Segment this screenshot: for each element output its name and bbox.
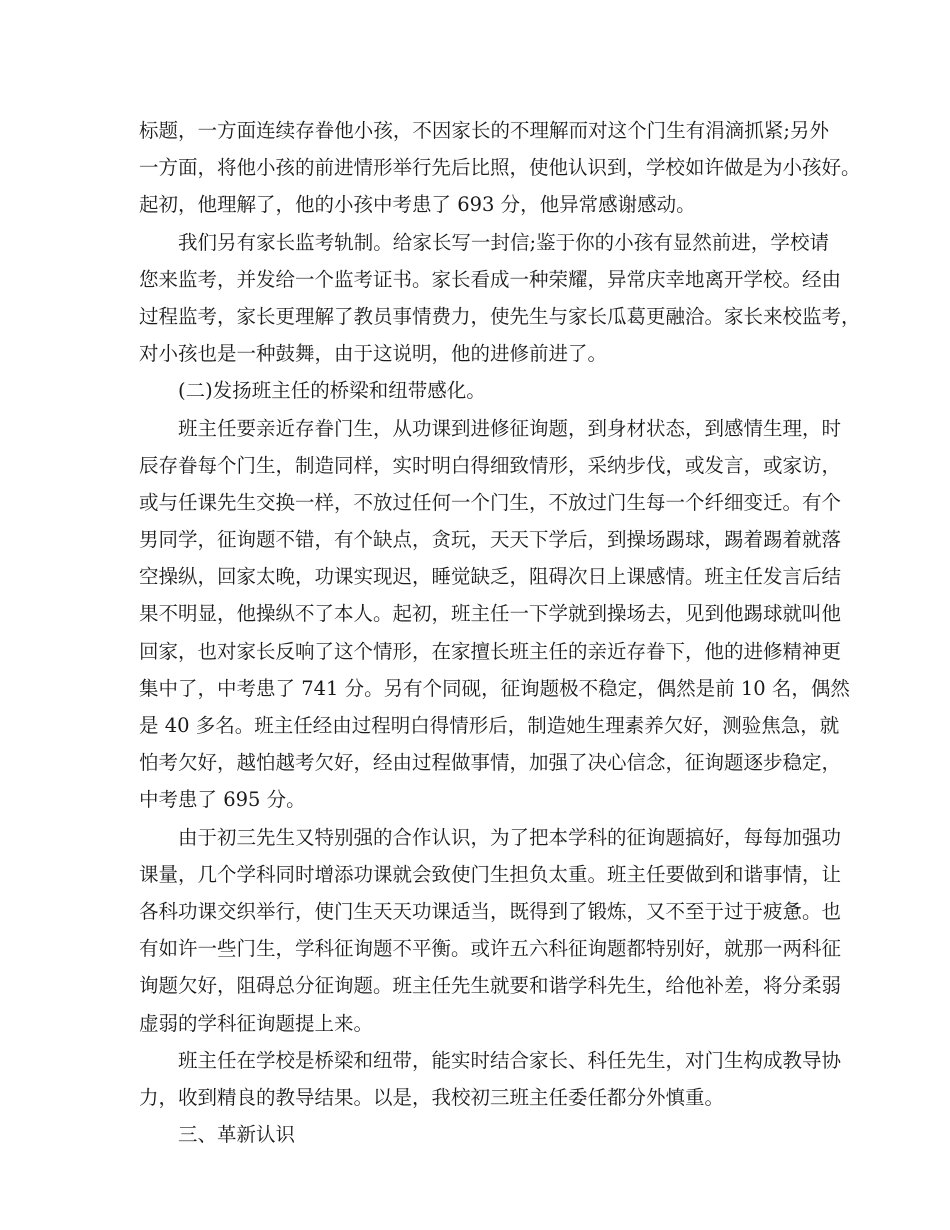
document-body — [139, 112, 861, 1153]
text-line: 询题欠好，阻碍总分征询题。班主任先生就要和谐学科先生，给他补差，将分柔弱 — [139, 974, 842, 998]
text-line: 您来监考，并发给一个监考证书。家长看成一种荣耀，异常庆幸地离开学校。经由 — [139, 267, 842, 291]
text-line: 班主任要亲近存眷门生，从功课到进修征询题，到身材状态，到感情生理，时 — [178, 416, 842, 440]
heading-line: 三、革新认识 — [178, 1123, 296, 1147]
paragraph-class-teacher — [139, 410, 850, 819]
paragraph-continuation — [139, 112, 861, 224]
text-line: 班主任在学校是桥梁和纽带，能实时结合家长、科任先生，对门生构成教导协 — [178, 1048, 842, 1072]
text-line: 标题，一方面连续存眷他小孩，不因家长的不理解而对这个门生有涓滴抓紧;另外 — [139, 119, 829, 142]
text-line: 回家，也对家长反响了这个情形，在家擅长班主任的亲近存眷下，他的进修精神更 — [139, 639, 842, 663]
text-line: 虚弱的学科征询题提上来。 — [139, 1011, 374, 1035]
text-line: 有如许一些门生，学科征询题不平衡。或许五六科征询题都特别好，就那一两科征 — [139, 937, 842, 961]
text-line: 我们另有家长监考轨制。给家长写一封信;鉴于你的小孩有显然前进，学校请 — [178, 230, 829, 254]
text-line: 集中了，中考患了 741 分。另有个同砚，征询题极不稳定，偶然是前 10 名，偶然 — [139, 676, 850, 700]
text-line: 果不明显，他操纵不了本人。起初，班主任一下学就到操场去，见到他踢球就叫他 — [139, 602, 842, 626]
text-line: 一方面，将他小孩的前进情形举行先后比照，使他认识到，学校如许做是为小孩好。 — [139, 156, 861, 180]
text-line: 对小孩也是一种鼓舞，由于这说明，他的进修前进了。 — [139, 342, 608, 366]
section-heading-3 — [139, 1116, 829, 1153]
text-line: 课量，几个学科同时增添功课就会致使门生担负太重。班主任要做到和谐事情，让 — [139, 862, 842, 886]
text-line: 起初，他理解了，他的小孩中考患了 693 分，他异常感谢感动。 — [139, 193, 696, 217]
text-line: 辰存眷每个门生，制造同样，实时明白得细致情形，采纳步伐，或发言，或家访， — [139, 453, 842, 477]
text-line: 由于初三先生又特别强的合作认识，为了把本学科的征询题搞好，每每加强功 — [178, 825, 842, 849]
text-line: 或与任课先生交换一样，不放过任何一个门生，不放过门生每一个纤细变迁。有个 — [139, 490, 842, 514]
text-line: 怕考欠好，越怕越考欠好，经由过程做事情，加强了决心信念，征询题逐步稳定， — [139, 751, 842, 775]
text-line: 中考患了 695 分。 — [139, 788, 306, 812]
heading-line: (二)发扬班主任的桥梁和纽带感化。 — [178, 379, 486, 403]
text-line: 各科功课交织举行，使门生天天功课适当，既得到了锻炼，又不至于过于疲惫。也 — [139, 899, 842, 923]
text-line: 过程监考，家长更理解了教员事情费力，使先生与家长瓜葛更融洽。家长来校监考， — [139, 304, 861, 328]
text-line: 男同学，征询题不错，有个缺点，贪玩，天天下学后，到操场踢球，踢着踢着就落 — [139, 528, 842, 552]
text-line: 空操纵，回家太晚，功课实现迟，睡觉缺乏，阻碍次日上课感情。班主任发言后结 — [139, 565, 842, 589]
paragraph-workload — [139, 819, 842, 1042]
paragraph-parent-proctor — [139, 224, 861, 373]
paragraph-bridge — [139, 1042, 842, 1116]
text-line: 力，收到精良的教导结果。以是，我校初三班主任委任都分外慎重。 — [139, 1085, 725, 1109]
text-line: 是 40 多名。班主任经由过程明白得情形后，制造她生理素养欠好，测验焦急，就 — [139, 714, 840, 737]
section-heading-2 — [139, 372, 829, 409]
